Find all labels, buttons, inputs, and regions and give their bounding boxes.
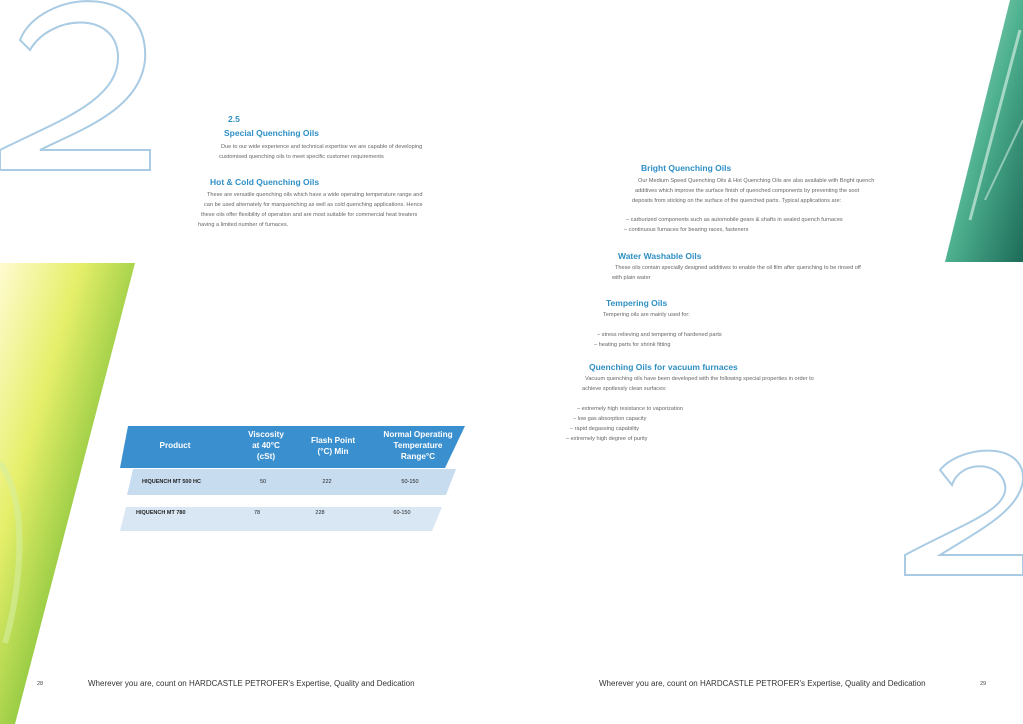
table-cell-viscosity: 50 — [259, 479, 267, 485]
bright-list-item: – carburized components such as automobile gears & shafts in sealed quench furnaces — [626, 217, 843, 223]
col-header-text: Flash Point — [310, 436, 356, 445]
col-header-text: Temperature — [393, 441, 443, 450]
big-numeral-top-left — [0, 0, 160, 200]
col-header-text: Range°C — [400, 452, 436, 461]
page-number-right: 29 — [980, 681, 987, 687]
green-glass-image-right — [940, 0, 1023, 262]
special-line-1: Due to our wide experience and technical expertise we are capable of developing — [221, 144, 423, 150]
hot-cold-title: Hot & Cold Quenching Oils — [210, 177, 320, 187]
vacuum-list-item: – low gas absorption capacity — [573, 416, 647, 422]
footer-tagline-left: Wherever you are, count on HARDCASTLE PETROFER's Expertise, Quality and Dedication — [88, 679, 415, 688]
col-header-text: Normal Operating — [383, 430, 453, 439]
water-line: with plain water — [612, 275, 651, 281]
tempering-list-item: – heating parts for shrink fitting — [594, 342, 671, 348]
water-washable-body — [612, 263, 902, 283]
vacuum-list-item: – extremely high degree of purity — [566, 436, 648, 442]
hot-cold-body — [196, 190, 458, 230]
vacuum-line: Vacuum quenching oils have been developed with the following special properties in order to — [585, 376, 814, 382]
tempering-title: Tempering Oils — [606, 298, 668, 308]
bright-quenching-title: Bright Quenching Oils — [641, 163, 732, 173]
vacuum-list-item: – extremely high resistance to vaporization — [577, 406, 684, 412]
hot-cold-line: These are versatile quenching oils which have a wide operating temperature range and — [207, 192, 423, 198]
section-number: 2.5 — [228, 114, 240, 124]
table-cell-flash: 222 — [322, 479, 332, 485]
table-cell-temp: 50-150 — [401, 479, 419, 485]
bright-line: additives which improve the surface finish of quenched components by preventing the soot — [635, 188, 860, 194]
vacuum-title: Quenching Oils for vacuum furnaces — [589, 362, 738, 372]
bright-line: deposits from sticking on the surface of the quenched parts. Typical applications are: — [632, 198, 842, 204]
hot-cold-line: having a limited number of furnaces. — [198, 222, 289, 228]
bright-quenching-body — [632, 176, 915, 206]
vacuum-body — [582, 374, 867, 394]
hot-cold-line: can be used alternately for marquenching as well as cold quenching applications. Hence — [204, 202, 423, 208]
table-cell-flash: 228 — [315, 510, 325, 516]
col-header-text: at 40°C — [252, 441, 280, 450]
bright-line: Our Medium Speed Quenching Oils & Hot Quenching Oils are also available with Bright quench — [638, 178, 875, 184]
col-header-flash-point — [302, 435, 364, 457]
bright-list-item: – continuous furnaces for bearing races, fasteners — [624, 227, 749, 233]
col-header-product: Product — [159, 441, 191, 450]
green-leaf-image-left — [0, 263, 140, 724]
water-line: These oils contain specially designed additives to enable the oil film after quenching to be rinsed off — [615, 265, 861, 271]
col-header-text: Viscosity — [248, 430, 284, 439]
table-cell-viscosity: 78 — [253, 510, 261, 516]
col-header-text: (cSt) — [256, 452, 276, 461]
big-numeral-bottom-right — [900, 440, 1023, 610]
special-line-2: customised quenching oils to meet specific customer requirements — [219, 154, 384, 160]
table-cell-product: HIQUENCH MT 500 HC — [142, 479, 201, 485]
special-quenching-title: Special Quenching Oils — [224, 128, 319, 138]
col-header-text: (°C) Min — [317, 447, 349, 456]
footer-tagline-right: Wherever you are, count on HARDCASTLE PETROFER's Expertise, Quality and Dedication — [599, 679, 926, 688]
table-cell-temp: 60-150 — [393, 510, 411, 516]
tempering-list-item: – stress relieving and tempering of hardened parts — [597, 332, 722, 338]
col-header-viscosity — [240, 429, 292, 462]
table-cell-product: HIQUENCH MT 780 — [136, 510, 186, 516]
special-quenching-body — [219, 142, 467, 162]
vacuum-line: achieve spotlessly clean surfaces: — [582, 386, 667, 392]
tempering-body: Tempering oils are mainly used for: — [603, 312, 690, 318]
hot-cold-line: these oils offer flexibility of operation and are most suitable for commercial heat treaters — [201, 212, 418, 218]
water-washable-title: Water Washable Oils — [618, 251, 702, 261]
vacuum-list-item: – rapid degassing capability — [570, 426, 640, 432]
page-number-left: 28 — [37, 681, 44, 687]
col-header-temperature — [376, 429, 460, 462]
